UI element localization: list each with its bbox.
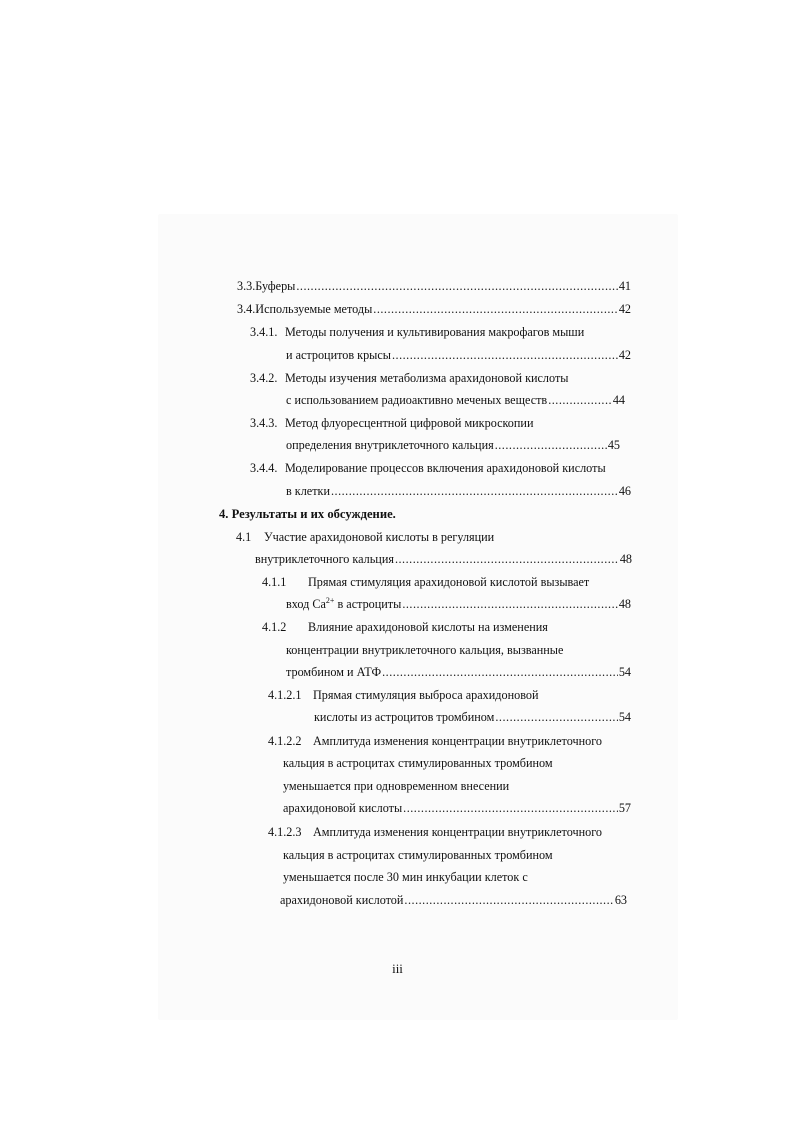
superscript: 2+	[325, 596, 335, 605]
toc-title-cont: внутриклеточного кальция	[255, 552, 394, 566]
toc-leader	[402, 596, 617, 612]
toc-number: 3.4.4.	[250, 461, 278, 475]
toc-page: 41	[618, 279, 631, 293]
toc-entry-3-4-2-line2	[286, 392, 625, 408]
toc-entry-4-1-2-3-line3	[283, 869, 528, 885]
toc-title: Амплитуда изменения концентрации внутриклеточного	[313, 825, 603, 839]
toc-entry-4-1-1-line2	[286, 596, 631, 612]
toc-number: 3.4.3.	[250, 416, 278, 430]
toc-number: 3.4.2.	[250, 371, 278, 385]
toc-page: 63	[614, 893, 627, 907]
toc-entry-3-4-1-line2	[286, 347, 631, 363]
toc-title-cont: арахидоновой кислоты	[283, 801, 403, 815]
toc-entry-4-1-2-line3	[286, 664, 631, 680]
toc-title: Методы получения и культивирования макрофагов мыши	[285, 325, 585, 339]
toc-entry-4-1-1-line1	[262, 574, 589, 590]
toc-chapter-title: 4. Результаты и их обсуждение.	[219, 507, 396, 521]
toc-title-cont: концентрации внутриклеточного кальция, вызванные	[286, 643, 564, 657]
toc-leader	[392, 347, 618, 363]
toc-leader	[404, 892, 613, 908]
toc-entry-4-1-2-2-line2	[283, 755, 553, 771]
toc-page: 54	[618, 665, 631, 679]
toc-title: Буферы	[255, 279, 296, 293]
toc-heading-4	[219, 506, 396, 522]
toc-title: Используемые методы	[255, 302, 373, 316]
toc-title: Прямая стимуляция арахидоновой кислотой вызывает	[308, 575, 590, 589]
toc-title: Методы изучения метаболизма арахидоновой кислоты	[285, 371, 569, 385]
toc-entry-4-1-2-3-line4	[280, 892, 627, 908]
toc-entry-3-4-3-line2	[286, 437, 620, 453]
toc-leader	[296, 278, 617, 294]
toc-title-cont: тромбином и АТФ	[286, 665, 382, 679]
toc-title-cont: в клетки	[286, 484, 330, 498]
toc-title-cont: кислоты из астроцитов тромбином	[314, 710, 495, 724]
toc-leader	[495, 437, 607, 453]
toc-number: 3.3.	[237, 279, 256, 293]
toc-title: Амплитуда изменения концентрации внутриклеточного	[313, 734, 603, 748]
toc-number: 4.1.2.3	[268, 825, 302, 839]
toc-page: 57	[618, 801, 631, 815]
toc-page: 45	[607, 438, 620, 452]
toc-page: 46	[618, 484, 631, 498]
toc-title-cont: вход $Ca^{2+}$ в астроциты	[286, 596, 402, 611]
toc-entry-3-4-2-line1	[250, 370, 568, 386]
toc-title-cont: кальция в астроцитах стимулированных тромбином	[283, 848, 553, 862]
toc-leader	[548, 392, 612, 408]
toc-number: 3.4.	[237, 302, 256, 316]
toc-title-cont: кальция в астроцитах стимулированных тромбином	[283, 756, 553, 770]
toc-title: Прямая стимуляция выброса арахидоновой	[313, 688, 539, 702]
toc-page: 54	[618, 710, 631, 724]
toc-page: 42	[618, 348, 631, 362]
toc-title-cont: с использованием радиоактивно меченых веществ	[286, 393, 548, 407]
toc-leader	[403, 800, 618, 816]
toc-leader	[395, 551, 619, 567]
toc-title-cont: арахидоновой кислотой	[280, 893, 404, 907]
toc-title-cont: уменьшается после 30 мин инкубации клеток с	[283, 870, 528, 884]
toc-title-cont: уменьшается при одновременном внесении	[283, 779, 510, 793]
toc-number: 4.1.2.1	[268, 688, 302, 702]
toc-title-cont: определения внутриклеточного кальция	[286, 438, 494, 452]
toc-entry-4-1-2-3-line2	[283, 847, 553, 863]
toc-entry-4-1-2-1-line2	[314, 709, 631, 725]
toc-number: 4.1.2.2	[268, 734, 302, 748]
toc-entry-3-4-3-line1	[250, 415, 533, 431]
toc-entry-4-1-2-2-line3	[283, 778, 509, 794]
toc-number: 3.4.1.	[250, 325, 278, 339]
toc-entry-3-3	[237, 278, 631, 294]
toc-number: 4.1.1	[262, 575, 287, 589]
toc-title-cont: и астроцитов крысы	[286, 348, 391, 362]
toc-title: Метод флуоресцентной цифровой микроскопии	[285, 416, 534, 430]
toc-title: Участие арахидоновой кислоты в регуляции	[264, 530, 495, 544]
toc-entry-3-4-4-line2	[286, 483, 631, 499]
toc-leader	[331, 483, 618, 499]
toc-leader	[495, 709, 617, 725]
toc-leader	[373, 301, 618, 317]
toc-leader	[382, 664, 618, 680]
toc-page: 44	[612, 393, 625, 407]
toc-entry-4-1-2-2-line1	[268, 733, 602, 749]
toc-entry-4-1-2-line1	[262, 619, 548, 635]
toc-page: 48	[618, 597, 631, 611]
toc-number: 4.1	[236, 530, 252, 544]
toc-entry-3-4	[237, 301, 631, 317]
page-number: iii	[392, 961, 403, 976]
toc-entry-3-4-1-line1	[250, 324, 584, 340]
toc-entry-4-1-2-line2	[286, 642, 563, 658]
toc-entry-4-1-2-2-line4	[283, 800, 631, 816]
toc-entry-4-1-line1	[236, 529, 494, 545]
toc-entry-4-1-2-1-line1	[268, 687, 538, 703]
toc-entry-4-1-line2	[255, 551, 632, 567]
toc-page: 48	[619, 552, 632, 566]
toc-entry-4-1-2-3-line1	[268, 824, 602, 840]
toc-number: 4.1.2	[262, 620, 287, 634]
toc-entry-3-4-4-line1	[250, 460, 606, 476]
toc-title: Моделирование процессов включения арахидоновой кислоты	[285, 461, 606, 475]
toc-title: Влияние арахидоновой кислоты на изменения	[308, 620, 548, 634]
toc-page: 42	[618, 302, 631, 316]
